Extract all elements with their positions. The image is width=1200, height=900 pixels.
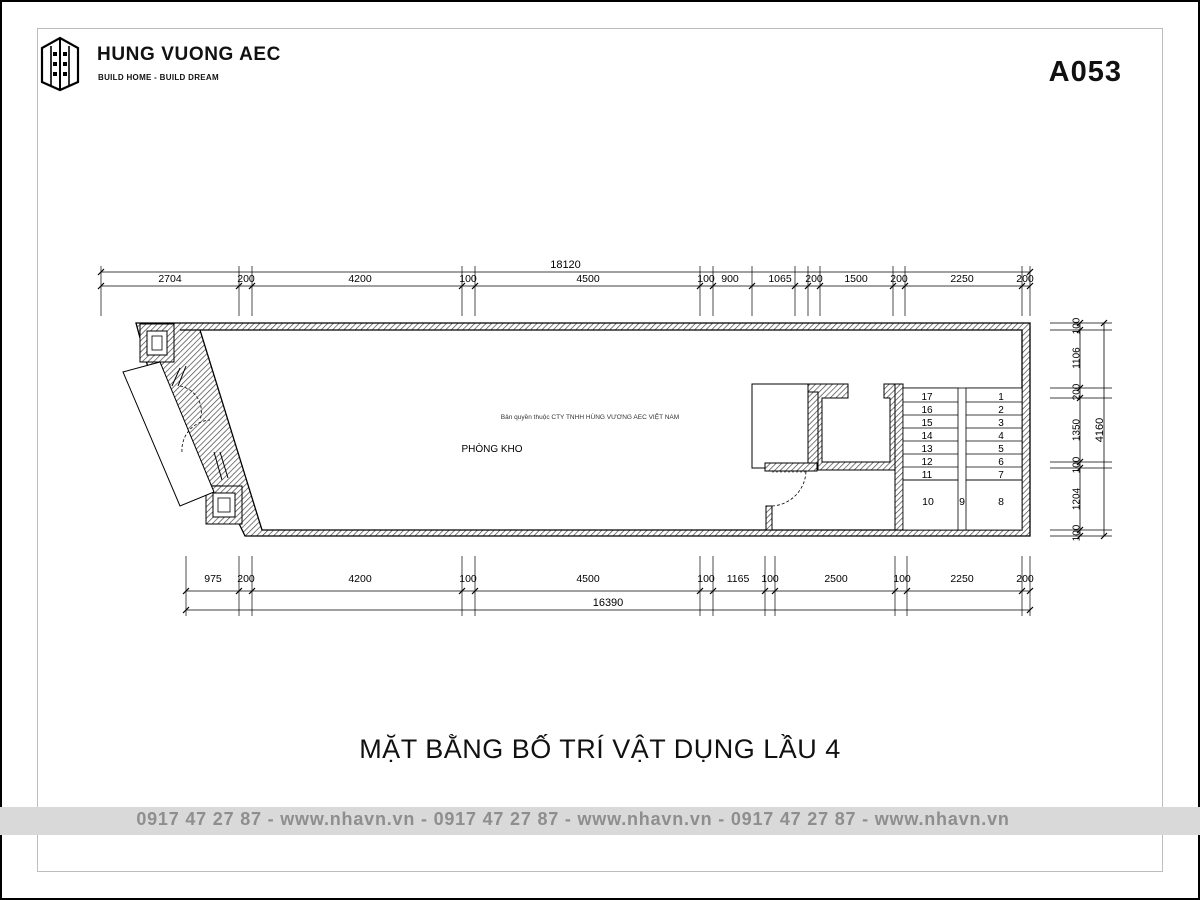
dimension-top [98, 259, 1034, 316]
dim-label: 4500 [576, 273, 600, 285]
room-label: PHÒNG KHO [461, 444, 523, 455]
stair-step-number: 6 [998, 457, 1004, 468]
dim-label: 975 [204, 573, 222, 585]
column-top-left [140, 324, 174, 362]
dim-label: 2500 [824, 573, 848, 585]
drawing-title: MẶT BẰNG BỐ TRÍ VẬT DỤNG LẦU 4 [359, 734, 841, 764]
stair-step-number: 17 [921, 392, 933, 403]
dim-label: 2704 [158, 273, 182, 285]
stair-step-number: 9 [959, 496, 965, 508]
dim-total-label: 16390 [592, 597, 624, 609]
stair-step-number: 12 [921, 457, 933, 468]
dim-total-label: 4160 [1093, 417, 1106, 443]
dim-total-label: 18120 [550, 259, 581, 271]
dim-label: 100 [761, 573, 779, 585]
stair-step-number: 1 [998, 392, 1004, 403]
dim-label: 200 [1016, 273, 1034, 285]
stair-step-number: 5 [998, 444, 1004, 455]
stair-step-number: 3 [998, 418, 1004, 429]
stair-step-number: 2 [998, 405, 1004, 416]
dim-label: 100 [893, 573, 911, 585]
dim-label: 200 [1016, 573, 1034, 585]
dim-label: 1106 [1071, 347, 1083, 369]
dim-label: 4200 [348, 273, 372, 285]
dim-label: 2250 [950, 573, 974, 585]
staircase [903, 388, 1022, 530]
dim-label: 100 [1071, 317, 1083, 335]
dim-label: 900 [721, 273, 739, 285]
dim-label: 200 [1071, 383, 1083, 401]
drawing-code: A053 [1048, 56, 1122, 88]
stair-step-number: 7 [998, 470, 1004, 481]
brand-tagline: BUILD HOME - BUILD DREAM [98, 73, 219, 82]
dim-label: 1350 [1071, 418, 1083, 442]
dim-label: 100 [459, 573, 477, 585]
dim-label: 200 [237, 573, 255, 585]
stair-step-number: 11 [921, 470, 933, 481]
dim-label: 100 [1071, 524, 1083, 542]
dim-label: 4200 [348, 573, 372, 585]
dim-label: 2250 [950, 273, 974, 285]
dim-label: 200 [890, 273, 908, 285]
dim-label: 1165 [726, 573, 750, 585]
stair-step-number: 8 [998, 496, 1004, 508]
stair-step-number: 4 [998, 431, 1004, 442]
stair-step-number: 16 [921, 405, 933, 416]
dim-label: 200 [805, 273, 823, 285]
dimension-bottom [183, 556, 1034, 616]
dim-label: 100 [1071, 456, 1083, 474]
stair-step-number: 14 [921, 431, 933, 442]
dim-label: 200 [237, 273, 255, 285]
stair-step-number: 13 [921, 444, 933, 455]
dim-label: 1500 [844, 273, 868, 285]
dimension-right [1050, 317, 1112, 541]
stair-step-number: 15 [921, 418, 933, 429]
dim-label: 100 [459, 273, 477, 285]
watermark-text: Bản quyền thuộc CTY TNHH HÙNG VƯƠNG AEC VIỆT NAM [500, 414, 680, 421]
dim-label: 1065 [768, 273, 792, 285]
footer-contact: 0917 47 27 87 - www.nhavn.vn - 0917 47 27 87 - www.nhavn.vn - 0917 47 27 87 - www.nhavn.vn [136, 809, 1010, 829]
dim-label: 1204 [1071, 487, 1083, 511]
dim-label: 100 [697, 273, 715, 285]
stair-step-number: 10 [922, 496, 934, 508]
interior-core [752, 384, 903, 530]
brand-name: HUNG VUONG AEC [97, 44, 281, 65]
dim-label: 100 [697, 573, 715, 585]
dim-label: 4500 [576, 573, 600, 585]
